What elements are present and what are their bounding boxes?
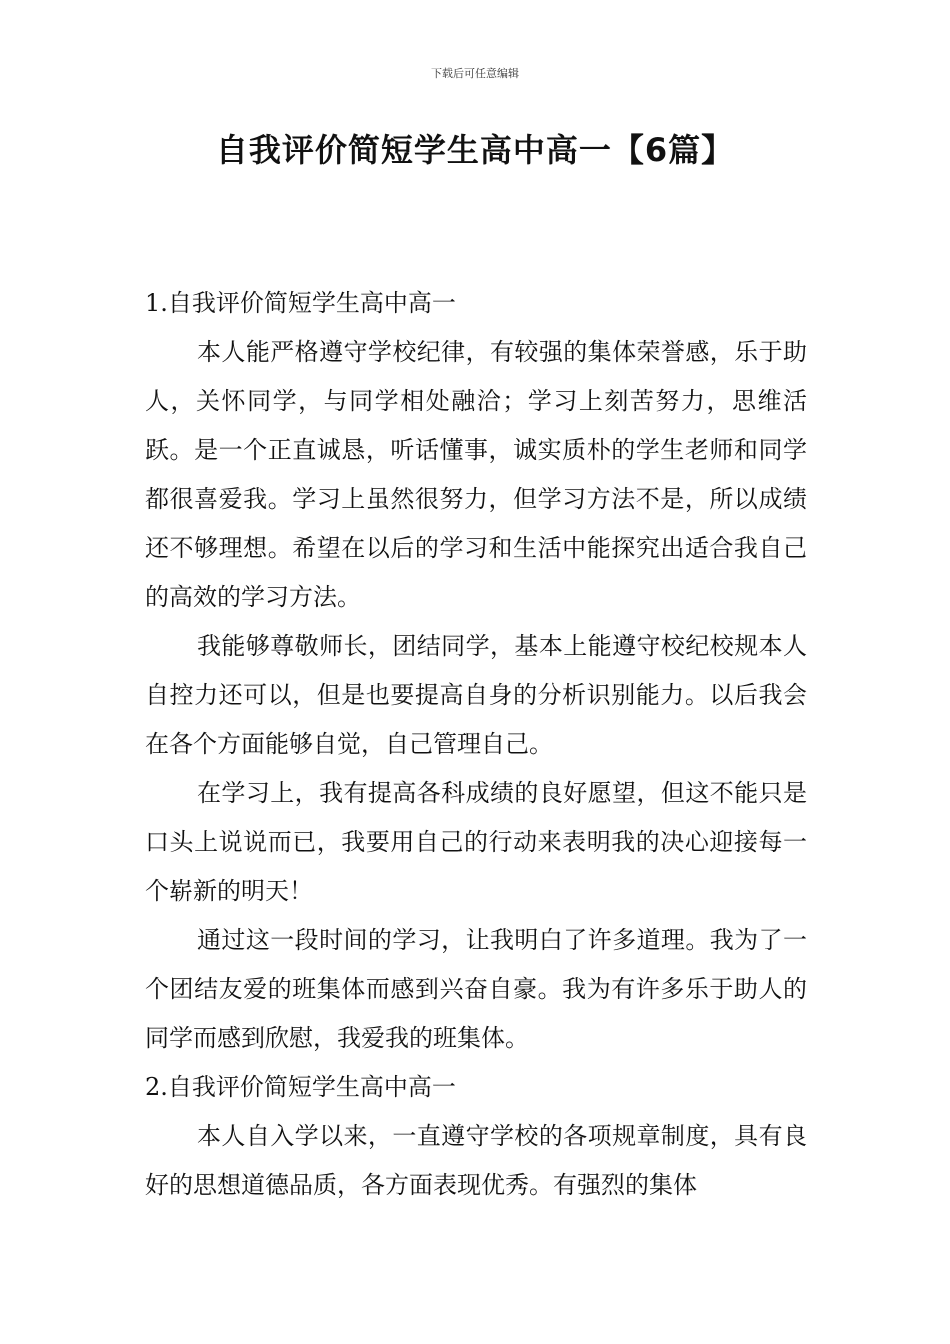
document-body: [145, 279, 807, 1210]
section-heading-1: 1.自我评价简短学生高中高一: [145, 289, 456, 317]
header-note: 下载后可任意编辑: [431, 67, 519, 80]
paragraph: 在学习上，我有提高各科成绩的良好愿望，但这不能只是口头上说说而已，我要用自己的行动来表明我的决心迎接每一个崭新的明天！: [145, 779, 807, 905]
section-heading-2: 2.自我评价简短学生高中高一: [145, 1073, 456, 1101]
paragraph: 本人自入学以来，一直遵守学校的各项规章制度，具有良好的思想道德品质，各方面表现优秀。有强烈的集体: [145, 1122, 807, 1199]
document-title: 自我评价简短学生高中高一【6篇】: [215, 131, 735, 169]
paragraph: 本人能严格遵守学校纪律，有较强的集体荣誉感，乐于助人，关怀同学，与同学相处融洽；学习上刻苦努力，思维活跃。是一个正直诚恳，听话懂事，诚实质朴的学生老师和同学都很喜爱我。学习上虽然很努力，但学习方法不是，所以成绩还不够理想。希望在以后的学习和生活中能探究出适合我自己的高效的学习方法。: [145, 338, 807, 611]
paragraph: 我能够尊敬师长，团结同学，基本上能遵守校纪校规本人自控力还可以，但是也要提高自身的分析识别能力。以后我会在各个方面能够自觉，自己管理自己。: [145, 632, 807, 758]
paragraph: 通过这一段时间的学习，让我明白了许多道理。我为了一个团结友爱的班集体而感到兴奋自豪。我为有许多乐于助人的同学而感到欣慰，我爱我的班集体。: [145, 926, 807, 1052]
